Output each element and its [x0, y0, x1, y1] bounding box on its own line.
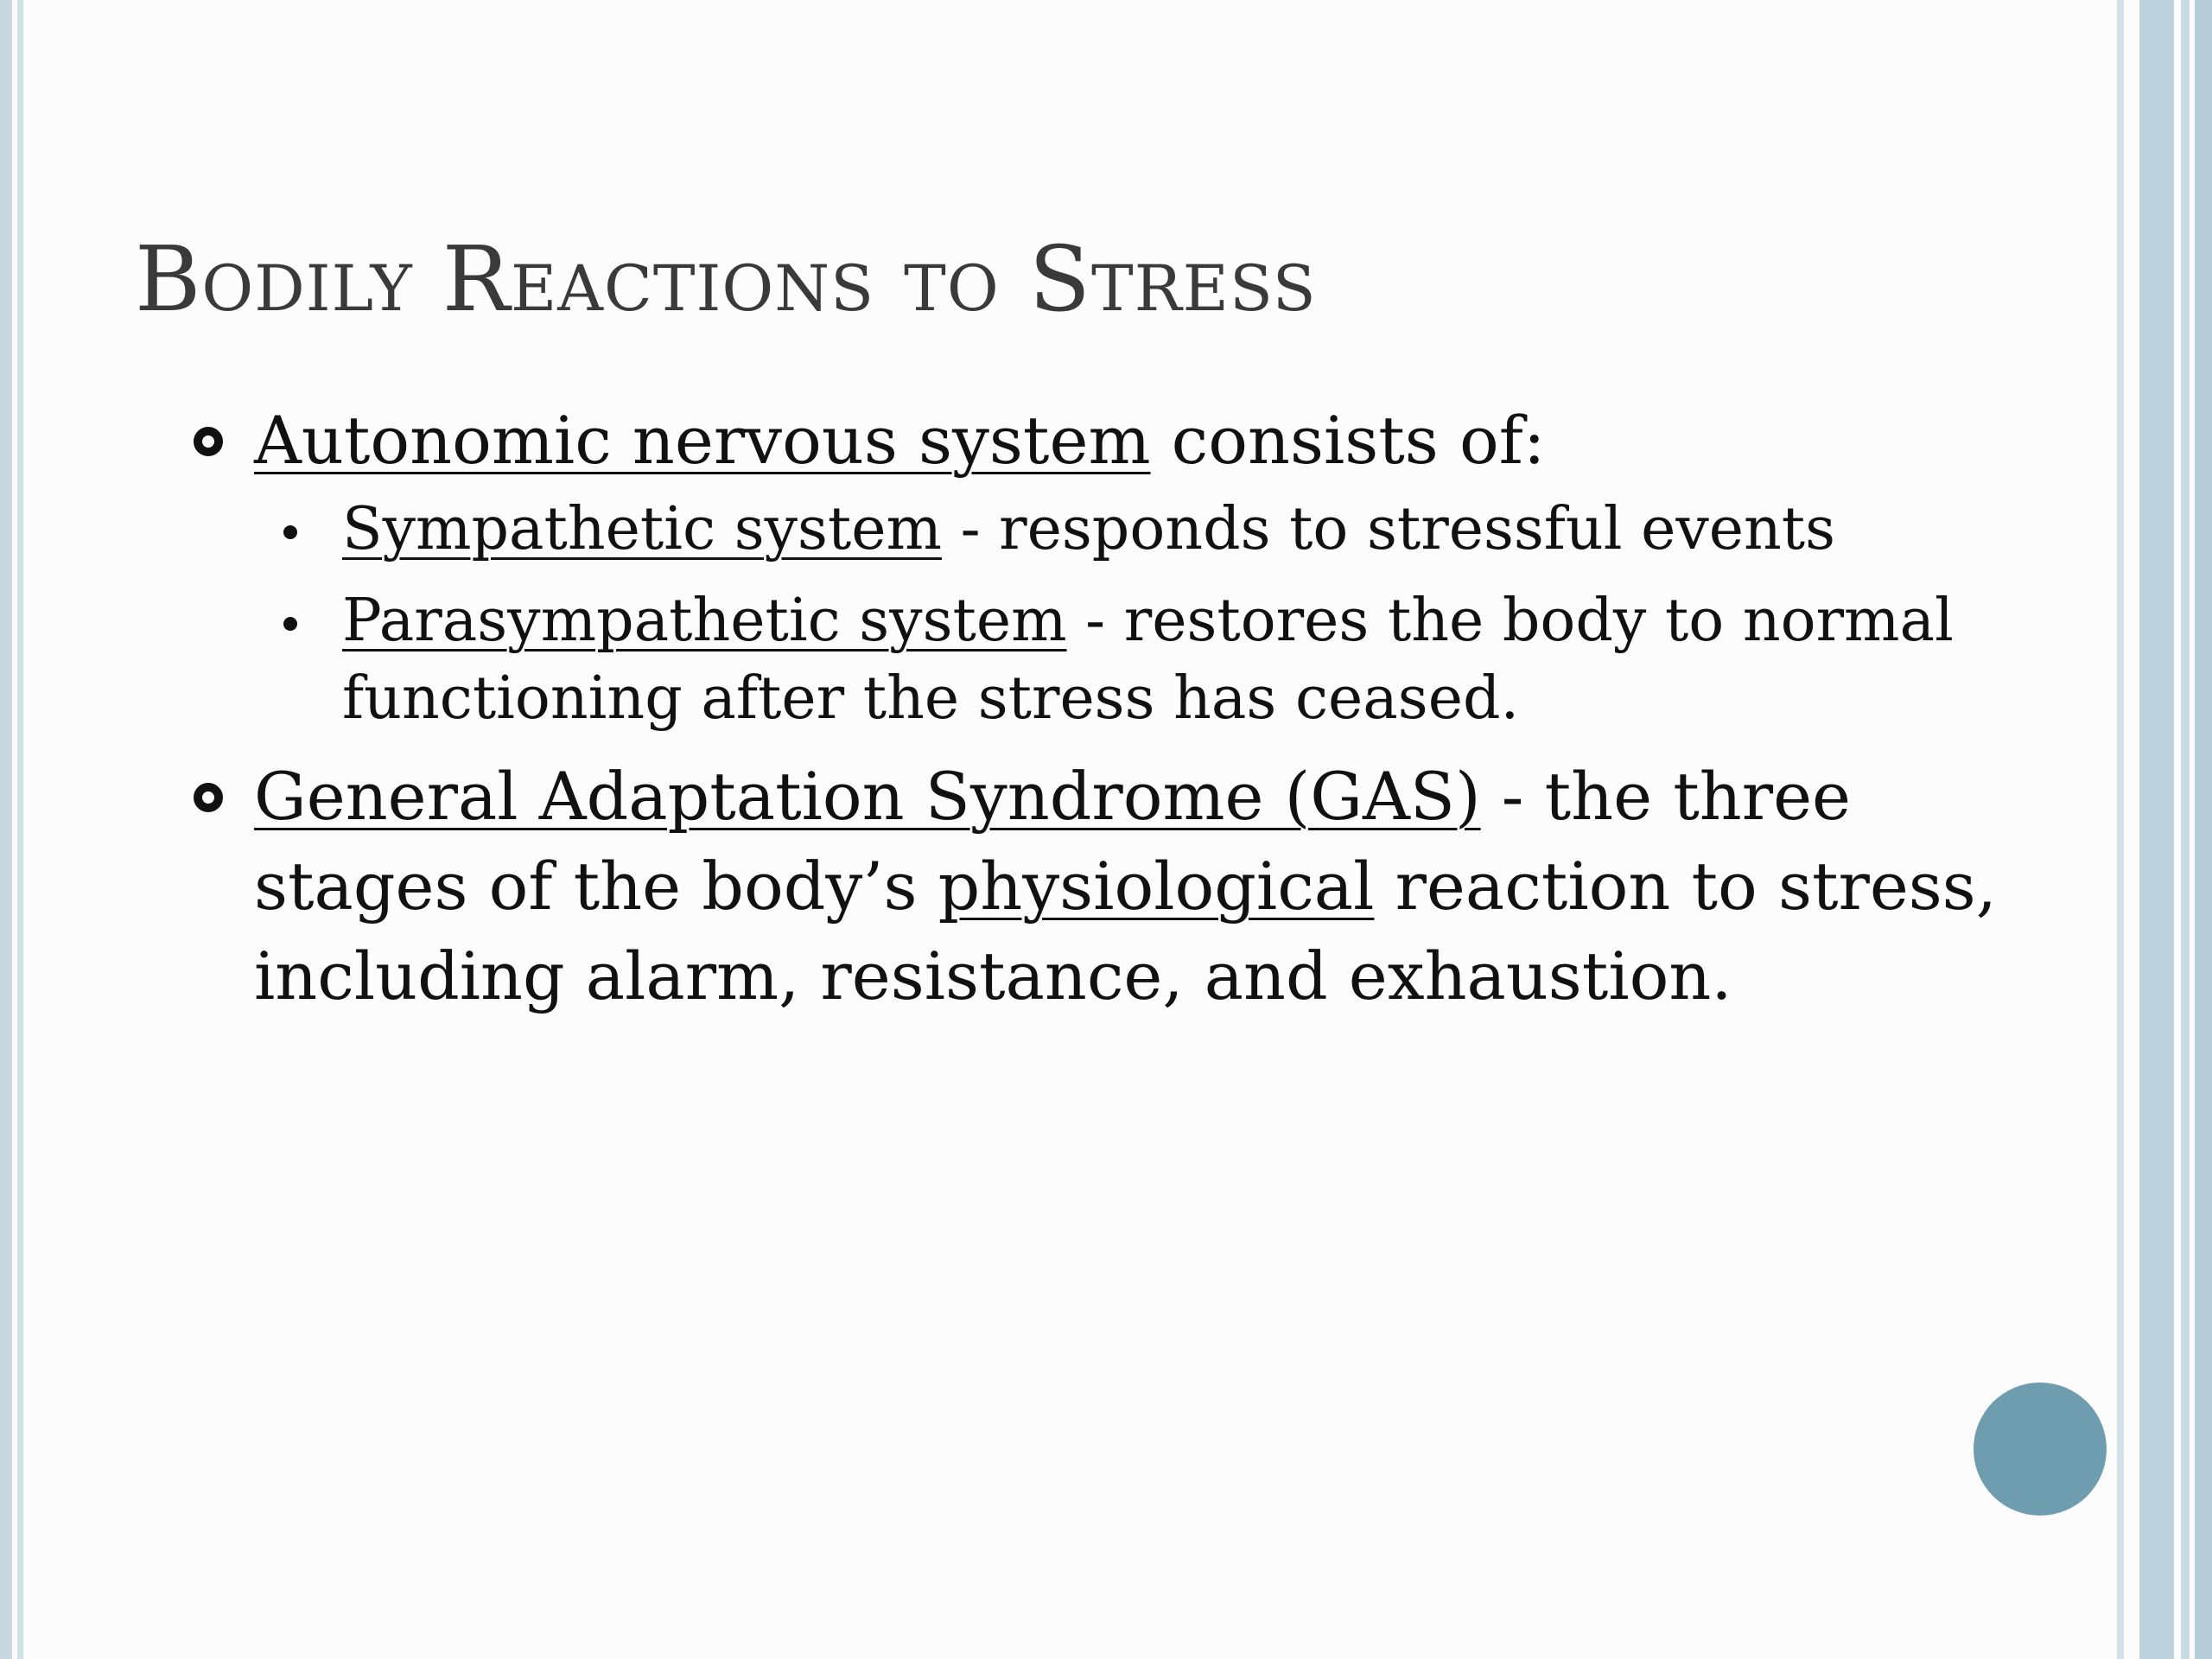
right-border-edge	[2195, 0, 2212, 1659]
sub-bullet-parasympathetic	[188, 582, 2020, 738]
right-border-band	[2139, 0, 2174, 1659]
bullet-text: - the three stages of the body’s	[254, 758, 1852, 925]
bullet-autonomic-nervous-system	[188, 396, 2020, 486]
sub-bullet-text: - restores the body to normal functioning after the stress has ceased.	[342, 587, 1954, 733]
term-sympathetic-system: Sympathetic system	[342, 495, 942, 563]
ring-bullet-icon	[194, 783, 223, 812]
right-border-line-outer	[2181, 0, 2190, 1659]
term-autonomic-nervous-system: Autonomic nervous system	[254, 402, 1151, 479]
left-border-stripe	[0, 0, 12, 1659]
slide-body	[188, 396, 2020, 1027]
ring-bullet-icon	[194, 427, 223, 456]
bullet-text-end: reaction to stress, including alarm, resistance, and exhaustion.	[254, 848, 1997, 1014]
left-border-line	[17, 0, 23, 1659]
dot-bullet-icon	[283, 525, 297, 539]
term-parasympathetic-system: Parasympathetic system	[342, 587, 1067, 655]
term-physiological: physiological	[938, 848, 1375, 925]
sub-bullet-sympathetic	[188, 491, 2020, 569]
bullet-text: consists of:	[1150, 402, 1546, 479]
bullet-general-adaptation-syndrome	[188, 752, 2020, 1021]
sub-bullet-list	[188, 491, 2020, 738]
term-general-adaptation-syndrome: General Adaptation Syndrome (GAS)	[254, 758, 1481, 835]
slide-title: Bodily Reactions to Stress	[135, 226, 1317, 332]
dot-bullet-icon	[283, 617, 297, 631]
right-border-line	[2117, 0, 2124, 1659]
sub-bullet-text: - responds to stressful events	[941, 495, 1835, 563]
circle-decoration	[1974, 1382, 2107, 1516]
